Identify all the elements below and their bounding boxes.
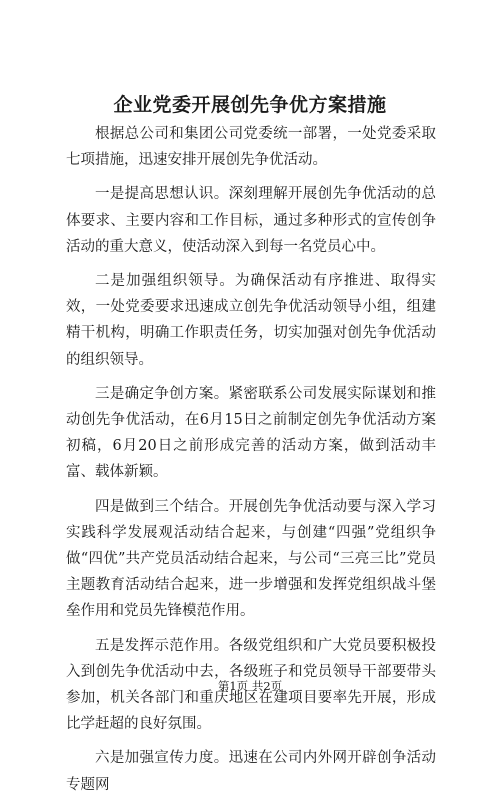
paragraph-measure-6: 六是加强宣传力度。迅速在公司内外网开辟创争活动专题网 xyxy=(66,750,436,793)
document-title: 企业党委开展创先争优方案措施 xyxy=(113,94,387,116)
page-number-footer: 第1页 共2页 xyxy=(217,679,283,693)
document-body xyxy=(66,121,436,806)
paragraph-measure-2: 二是加强组织领导。为确保活动有序推进、取得实效，一处党委要求迅速成立创先争优活动领导小组，组建精干机构，明确工作职责任务，切实加强对创先争优活动的组织领导。 xyxy=(66,273,436,368)
paragraph-measure-3: 三是确定争创方案。紧密联系公司发展实际谋划和推动创先争优活动，在6月15日之前制定创先争优活动方案初稿，6月20日之前形成完善的活动方案，做到活动丰富、载体新颖。 xyxy=(66,385,436,481)
paragraph-measure-5: 五是发挥示范作用。各级党组织和广大党员要积极投入到创先争优活动中去，各级班子和党员领导干部要带头参加，机关各部门和重庆地区在建项目要率先开展，形成比学赶超的良好氛围。 xyxy=(66,637,436,733)
paragraph-measure-4: 四是做到三个结合。开展创先争优活动要与深入学习实践科学发展观活动结合起来，与创建“四强”党组织争做“四优”共产党员活动结合起来，与公司“三亮三比”党员主题教育活动结合起来，进一步增强和发挥党组织战斗堡垒作用和党员先锋模范作用。 xyxy=(66,498,436,620)
paragraph-intro: 根据总公司和集团公司党委统一部署，一处党委采取七项措施，迅速安排开展创先争优活动。 xyxy=(66,126,436,169)
paragraph-measure-1: 一是提高思想认识。深刻理解开展创先争优活动的总体要求、主要内容和工作目标，通过多种形式的宣传创争活动的重大意义，使活动深入到每一名党员心中。 xyxy=(66,186,436,255)
